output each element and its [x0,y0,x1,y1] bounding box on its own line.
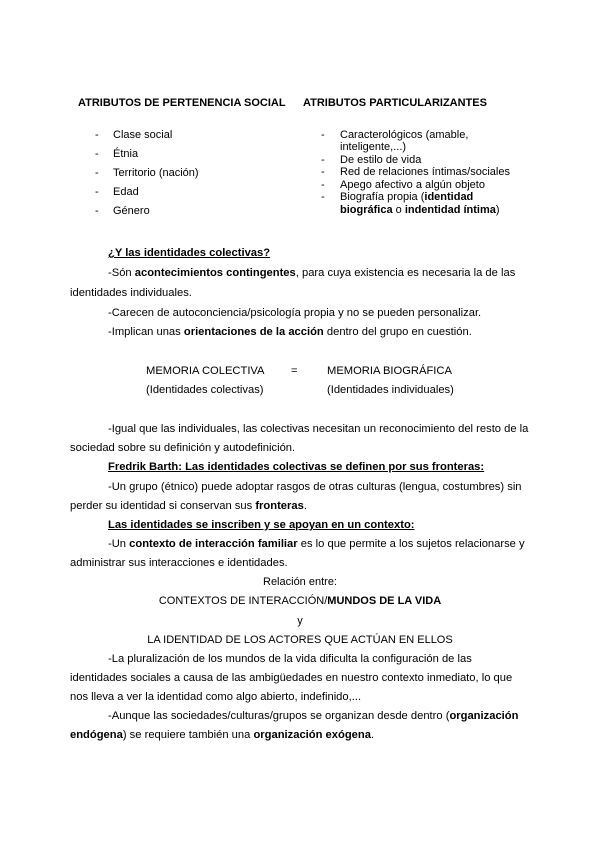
relation-identity: LA IDENTIDAD DE LOS ACTORES QUE ACTÚAN EN ELLOS [147,634,453,646]
paragraph-continuation: nos lleva a ver la identidad como algo abierto, indefinido,... [70,691,362,703]
memory-biographic-subtitle: (Identidades individuales) [327,384,454,396]
section-heading-collective: ¿Y las identidades colectivas? [108,247,271,259]
paragraph: -La pluralización de los mundos de la vida dificulta la configuración de las [108,653,472,665]
equals-sign: = [291,365,298,377]
relation-contexts: CONTEXTOS DE INTERACCIÓN/MUNDOS DE LA VIDA [158,595,442,607]
paragraph-continuation: administrar sus interacciones e identidades. [70,557,288,569]
right-column-heading: ATRIBUTOS PARTICULARIZANTES [303,97,487,109]
paragraph-continuation: sociedad sobre su definición y autodefinición. [70,442,296,454]
paragraph: -Implican unas orientaciones de la acción dentro del grupo en cuestión. [108,326,472,338]
paragraph: -Un contexto de interacción familiar es lo que permite a los sujetos relacionarse y [108,538,525,550]
paragraph-continuation: endógena) se requiere también una organización exógena. [70,729,375,741]
paragraph: -Un grupo (étnico) puede adoptar rasgos de otras culturas (lengua, costumbres) sin [108,481,522,493]
relation-label: Relación entre: [263,576,337,588]
memory-collective-title: MEMORIA COLECTIVA [146,365,265,377]
section-heading-context: Las identidades se inscriben y se apoyan en un contexto: [108,519,415,531]
relation-connector: y [297,615,303,627]
memory-biographic-title: MEMORIA BIOGRÁFICA [327,365,452,377]
paragraph: -Igual que las individuales, las colectivas necesitan un reconocimiento del resto de la [108,423,529,435]
paragraph-continuation: identidades sociales a causa de las ambigüedades en nuestro contexto inmediato, lo que [70,672,513,684]
memory-collective-subtitle: (Identidades colectivas) [146,384,264,396]
paragraph: -Són acontecimientos contingentes, para cuya existencia es necesaria la de las [108,267,516,279]
paragraph: -Carecen de autoconciencia/psicología propia y no se pueden personalizar. [108,307,482,319]
paragraph: -Aunque las sociedades/culturas/grupos se organizan desde dentro (organización [108,710,519,722]
left-column-heading: ATRIBUTOS DE PERTENENCIA SOCIAL [78,97,286,109]
paragraph-continuation: identidades individuales. [70,287,192,299]
paragraph-continuation: perder su identidad si conservan sus fronteras. [70,500,307,512]
section-heading-barth: Fredrik Barth: Las identidades colectivas se definen por sus fronteras: [108,461,485,473]
